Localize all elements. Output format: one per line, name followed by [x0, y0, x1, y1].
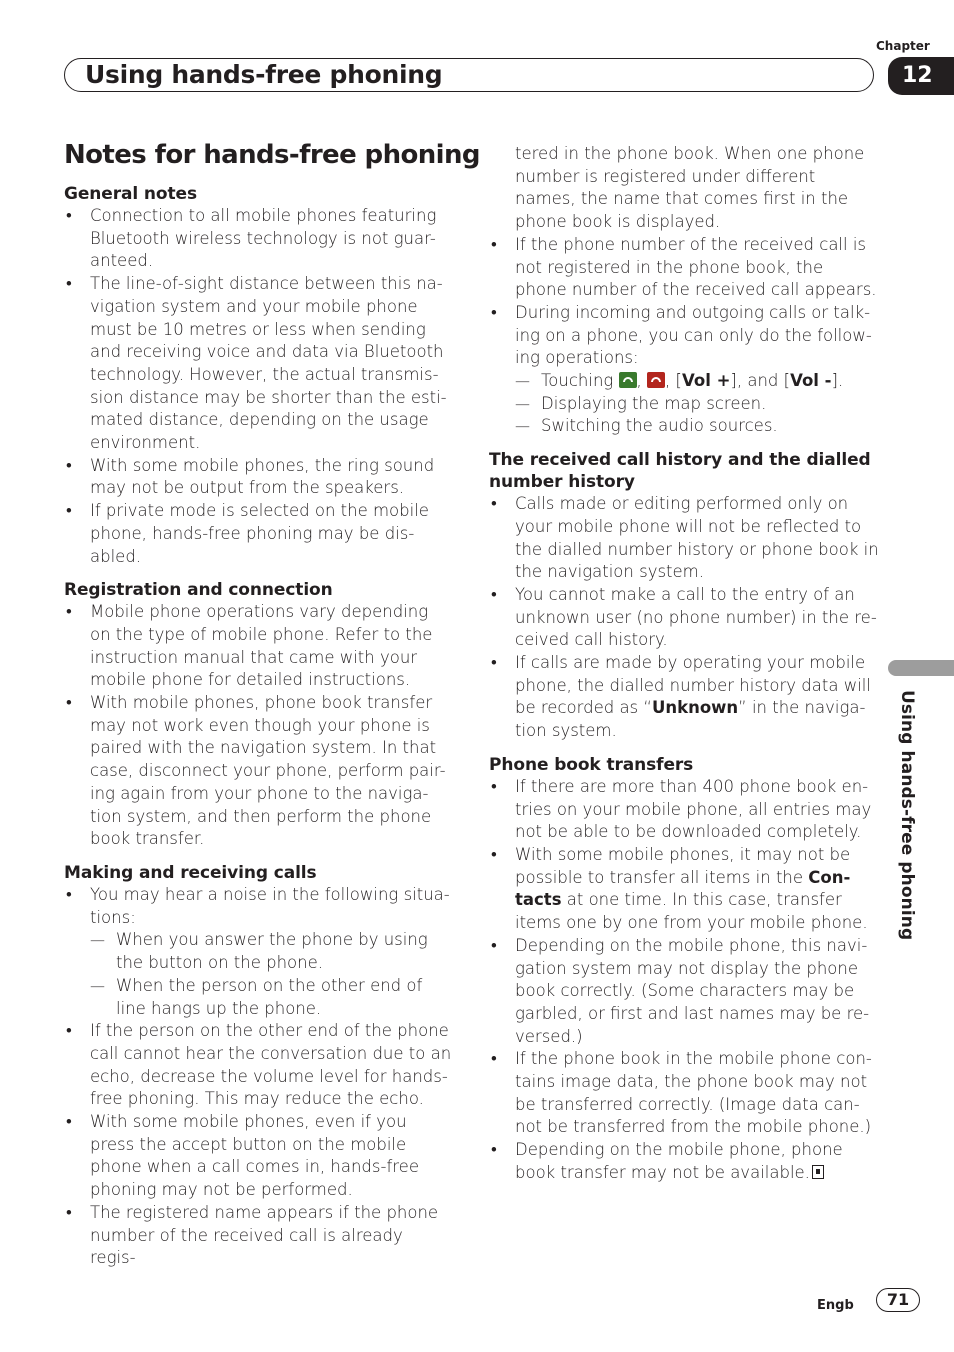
page-number: 71 — [876, 1288, 920, 1312]
history-heading: The received call history and the dialled number history — [489, 450, 871, 493]
list-item: • If the phone book in the mobile phone con- tains image data, the phone book may not be transferred correctly. (Image data can- not be transferred from the mobile phone.) — [489, 1048, 879, 1139]
list-item: • With some mobile phones, even if you press the accept button on the mobile phone when a call comes in, hands-free phoning may not be performed. — [64, 1111, 452, 1202]
contacts-label: Con- tacts — [515, 867, 851, 910]
phone-green-icon — [619, 372, 637, 388]
history-section — [489, 449, 879, 743]
registration-heading: Registration and connection — [64, 580, 333, 601]
list-item: • If private mode is selected on the mobile phone, hands-free phoning may be dis- abled. — [64, 500, 452, 568]
phonebook-heading: Phone book transfers — [489, 754, 694, 775]
general-notes-section — [64, 183, 452, 568]
chapter-badge: 12 — [888, 57, 954, 95]
page-title: Notes for hands-free phoning — [64, 140, 480, 170]
sub-item: — Displaying the map screen. — [515, 393, 879, 416]
list-item: • Mobile phone operations vary depending on the type of mobile phone. Refer to the instruction manual that came with your mobile phone for detailed instructions. — [64, 601, 452, 692]
list-item — [489, 302, 879, 438]
section-title: Using hands-free phoning — [85, 60, 443, 89]
list-item: • You cannot make a call to the entry of an unknown user (no phone number) in the re- ceived call history. — [489, 584, 879, 652]
sub-item: — When the person on the other end of line hangs up the phone. — [90, 975, 452, 1020]
registration-section — [64, 579, 452, 851]
phone-red-icon — [647, 372, 665, 388]
list-item: • With mobile phones, phone book transfer may not work even though your phone is paired with the navigation system. In that case, disconnect your phone, perform pair- ing again from your phone to the naviga- tion system, and then perform the phone book transfer. — [64, 692, 452, 851]
list-item: • The registered name appears if the phone number of the received call is already regis- — [64, 1202, 452, 1270]
list-item: • Calls made or editing performed only on your mobile phone will not be reflected to the dialled number history or phone book in the navigation system. — [489, 493, 879, 584]
list-item: • Depending on the mobile phone, this navi- gation system may not display the phone book correctly. (Some characters may be garbled, or first and last names may be re- versed.) — [489, 935, 879, 1049]
list-item: • If there are more than 400 phone book en- tries on your mobile phone, all entries may not be able to be downloaded completely. — [489, 776, 879, 844]
list-item: • If calls are made by operating your mobile phone, the dialled number history data will be recorded as “Unknown” in the naviga- tion system. — [489, 652, 879, 743]
calls-heading: Making and receiving calls — [64, 862, 317, 883]
unknown-label: Unknown — [651, 698, 739, 718]
vol-minus-label: Vol - — [790, 371, 832, 391]
list-item: • Connection to all mobile phones featuring Bluetooth wireless technology is not guar- anteed. — [64, 205, 452, 273]
list-item: • Depending on the mobile phone, phone book transfer may not be available. — [489, 1139, 879, 1184]
list-item: • With some mobile phones, the ring sound may not be output from the speakers. — [64, 455, 452, 500]
end-mark-icon — [812, 1165, 824, 1179]
side-tab-marker — [888, 660, 954, 676]
sub-item-touching: — Touching , , [Vol +], and [Vol -]. — [515, 370, 879, 393]
list-item — [64, 884, 452, 1020]
left-column — [64, 183, 452, 1281]
list-item: • With some mobile phones, it may not be possible to transfer all items in the Con- tacts at one time. In this case, transfer items one by one from your mobile phone. — [489, 844, 879, 935]
right-column — [489, 143, 879, 1196]
calls-section — [64, 862, 452, 1270]
list-item-text: During incoming and outgoing calls or talk- ing on a phone, you can only do the follow- ing operations: — [515, 302, 872, 368]
sub-item: — When you answer the phone by using the button on the phone. — [90, 929, 452, 974]
sub-item: — Switching the audio sources. — [515, 415, 879, 438]
language-code: Engb — [817, 1298, 854, 1313]
header-bar — [64, 58, 874, 92]
calls-section-continued — [489, 143, 879, 438]
general-notes-heading: General notes — [64, 184, 197, 204]
chapter-label: Chapter — [876, 39, 930, 53]
list-item: • The line-of-sight distance between this na- vigation system and your mobile phone must be 10 metres or less when sending and receiving voice and data via Bluetooth technology. However, the actual transmis- sion distance may be shorter than the esti- mated distance, depending on the usage environment. — [64, 273, 452, 455]
vol-plus-label: Vol + — [681, 371, 731, 391]
list-item-continuation: tered in the phone book. When one phone number is registered under different names, the name that comes first in the phone book is displayed. — [515, 144, 865, 232]
list-item-text: You may hear a noise in the following situa- tions: — [90, 884, 450, 927]
list-item: • If the phone number of the received call is not registered in the phone book, the phone number of the received call appears. — [489, 234, 879, 302]
side-tab-label: Using hands-free phoning — [897, 690, 917, 941]
list-item: • If the person on the other end of the phone call cannot hear the conversation due to an echo, decrease the volume level for hands- free phoning. This may reduce the echo. — [64, 1020, 452, 1111]
phonebook-section — [489, 754, 879, 1185]
